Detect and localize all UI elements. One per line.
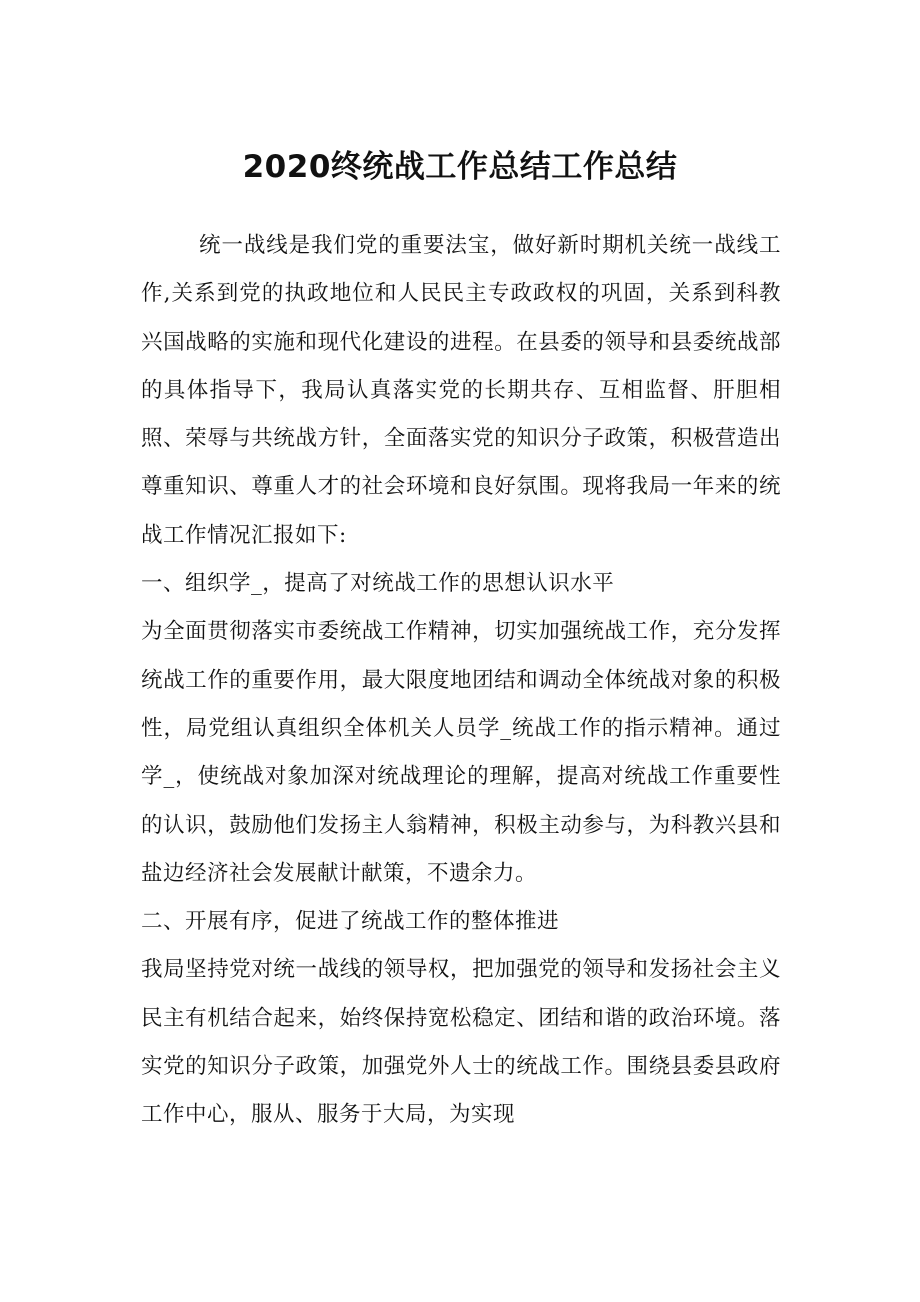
section-heading-1: 一、组织学_，提高了对统战工作的思想认识水平	[141, 571, 615, 597]
document-title: 2020终统战工作总结工作总结	[242, 149, 678, 185]
document-body	[141, 222, 781, 1140]
section-1-paragraph: 为全面贯彻落实市委统战工作精神，切实加强统战工作，充分发挥统战工作的重要作用，最大限度地团结和调动全体统战对象的积极性，局党组认真组织全体机关人员学_统战工作的指示精神。通过学_，使统战对象加深对统战理论的理解，提高对统战工作重要性的认识，鼓励他们发扬主人翁精神，积极主动参与，为科教兴县和盐边经济社会发展献计献策，不遗余力。	[141, 619, 781, 886]
intro-paragraph: 统一战线是我们党的重要法宝，做好新时期机关统一战线工作,关系到党的执政地位和人民民主专政政权的巩固，关系到科教兴国战略的实施和现代化建设的进程。在县委的领导和县委统战部的具体指导下，我局认真落实党的长期共存、互相监督、肝胆相照、荣辱与共统战方针，全面落实党的知识分子政策，积极营造出尊重知识、尊重人才的社会环境和良好氛围。现将我局一年来的统战工作情况汇报如下:	[141, 233, 781, 548]
section-heading-2: 二、开展有序，促进了统战工作的整体推进	[141, 909, 560, 935]
section-2-paragraph: 我局坚持党对统一战线的领导权，把加强党的领导和发扬社会主义民主有机结合起来，始终保持宽松稳定、团结和谐的政治环境。落实党的知识分子政策，加强党外人士的统战工作。围绕县委县政府工作中心，服从、服务于大局，为实现	[141, 957, 781, 1128]
